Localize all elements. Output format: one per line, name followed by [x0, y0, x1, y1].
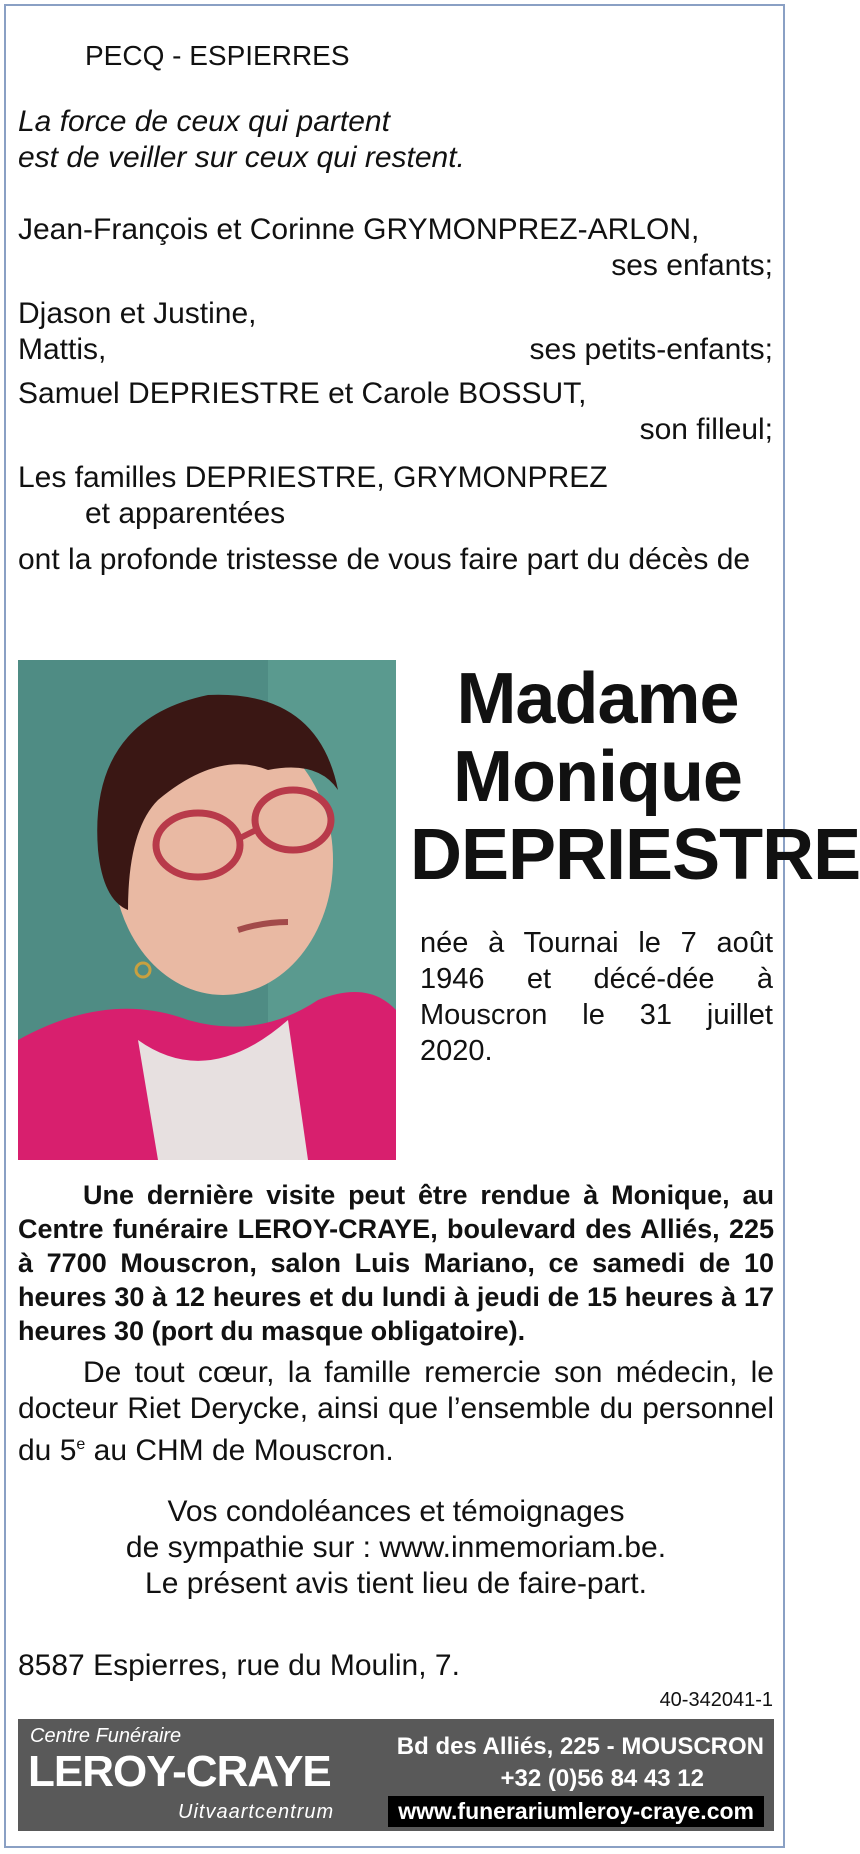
portrait-illustration: [18, 660, 396, 1160]
birth-death-text: née à Tournai le 7 août 1946 et décé-dée à Mouscron le 31 juillet 2020.: [420, 927, 773, 1067]
footer-label-bottom: Uitvaartcentrum: [178, 1801, 335, 1823]
reference-number: 40-342041-1: [659, 1689, 773, 1711]
location-header: PECQ - ESPIERRES: [85, 40, 350, 71]
deceased-title: Madame: [456, 659, 739, 739]
children-names: Jean-François et Corinne GRYMONPREZ-ARLON,: [18, 213, 700, 246]
funeral-home-footer: [18, 1719, 774, 1831]
deceased-last-name: DEPRIESTRE: [410, 815, 860, 895]
families-line-2: et apparentées: [85, 497, 286, 530]
grandchildren-line-1: Djason et Justine,: [18, 297, 257, 330]
grandchildren-line-2: Mattis,: [18, 333, 107, 366]
thanks-superscript: e: [76, 1436, 86, 1453]
thanks-text: [18, 1355, 774, 1469]
children-role: ses enfants;: [611, 249, 773, 282]
families-line-1: Les familles DEPRIESTRE, GRYMONPREZ: [18, 461, 608, 494]
footer-phone: +32 (0)56 84 43 12: [500, 1765, 704, 1792]
thanks-text-main: De tout cœur, la famille remercie son médecin, le docteur Riet Derycke, ainsi que l’ensemble du personnel du 5: [18, 1356, 774, 1467]
footer-address: Bd des Alliés, 225 - MOUSCRON: [396, 1733, 764, 1760]
godson-names: Samuel DEPRIESTRE et Carole BOSSUT,: [18, 377, 587, 410]
condolences-line-2: de sympathie sur : www.inmemoriam.be.: [125, 1531, 667, 1564]
quote-line-2: est de veiller sur ceux qui restent.: [18, 141, 465, 174]
family-address: 8587 Espierres, rue du Moulin, 7.: [18, 1649, 460, 1682]
footer-website-link[interactable]: www.funerariumleroy-craye.com: [388, 1796, 764, 1827]
deceased-first-name: Monique: [453, 737, 742, 817]
condolences-line-3: Le présent avis tient lieu de faire-part.: [145, 1567, 647, 1600]
quote-line-1: La force de ceux qui partent: [18, 105, 390, 138]
announcement-text: ont la profonde tristesse de vous faire part du décès de: [18, 543, 751, 576]
grandchildren-role: ses petits-enfants;: [529, 333, 773, 366]
condolences-line-1: Vos condoléances et témoignages: [167, 1495, 625, 1528]
godson-role: son filleul;: [639, 413, 773, 446]
visit-text: Une dernière visite peut être rendue à Monique, au Centre funéraire LEROY-CRAYE, boulevard des Alliés, 225 à 7700 Mouscron, salon Luis Mariano, ce samedi de 10 heures 30 à 12 heures et du lundi à jeudi de 15 heures à 17 heures 30 (port du masque obligatoire).: [18, 1180, 774, 1346]
portrait-photo: [18, 660, 396, 1160]
footer-brand: LEROY-CRAYE: [28, 1747, 331, 1796]
footer-label-top: Centre Funéraire: [30, 1725, 182, 1747]
thanks-text-end: au CHM de Mouscron.: [85, 1434, 394, 1467]
